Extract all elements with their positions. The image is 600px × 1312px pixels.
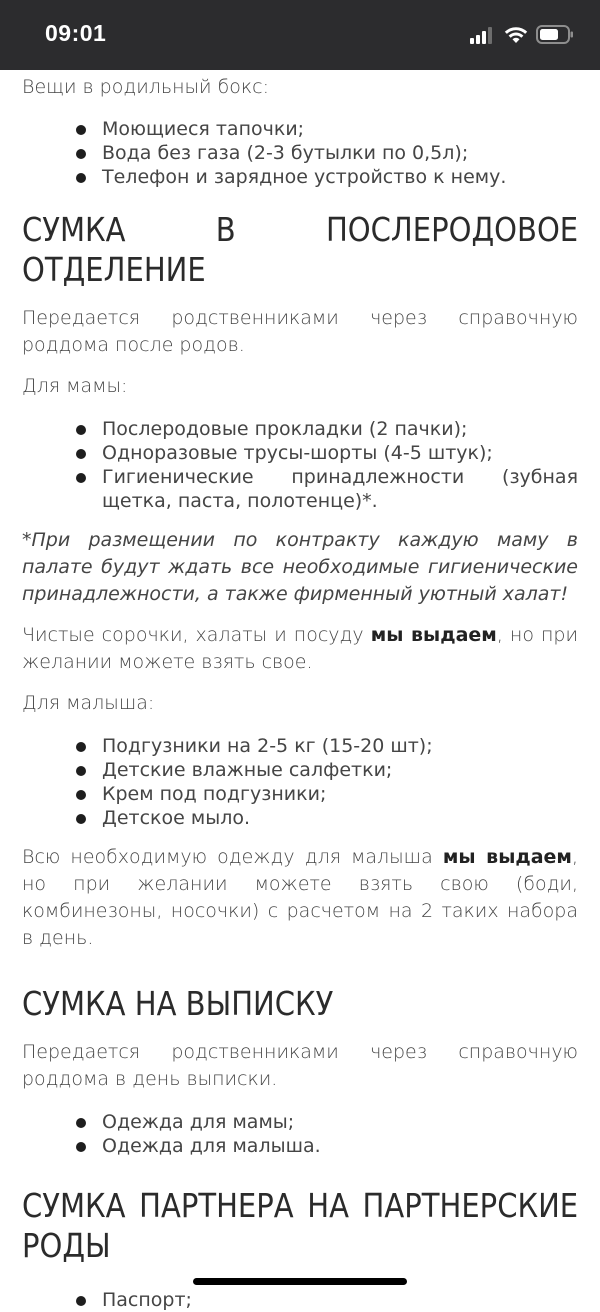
partner-list [22, 1288, 578, 1312]
mom-list [22, 417, 578, 513]
cellular-signal-icon [470, 26, 496, 44]
clothes-text: Всю необходимую одежду для малыша [22, 846, 443, 868]
shirts-text: Чистые сорочки, халаты и посуду [22, 624, 371, 646]
postpartum-paragraph: Передается родственниками через справочную роддома после родов. [22, 307, 578, 356]
wifi-icon [504, 26, 528, 44]
list-item: Крем под подгузники; [102, 782, 578, 806]
baby-list [22, 734, 578, 830]
list-item: Одежда для мамы; [102, 1110, 578, 1134]
home-indicator[interactable] [193, 1278, 407, 1285]
shirts-paragraph [22, 622, 578, 676]
status-icons [470, 25, 574, 44]
intro-list [22, 117, 578, 189]
battery-icon [536, 25, 574, 44]
contract-note: *При размещении по контракту каждую маму в палате будут ждать все необходимые гигиенические принадлежности, а также фирменный уютный халат! [22, 529, 578, 605]
list-item: Послеродовые прокладки (2 пачки); [102, 417, 578, 441]
clothes-text-end: , но при желании можете взять свою (боди, комбинезоны, носочки) с расчетом на 2 таких набора в день. [22, 846, 578, 949]
list-item: Подгузники на 2-5 кг (15-20 шт); [102, 734, 578, 758]
discharge-list [22, 1110, 578, 1158]
intro-text: Вещи в родильный бокс: [22, 76, 269, 98]
status-bar [0, 0, 600, 70]
clothes-bold: мы выдаем [442, 846, 572, 868]
mom-label: Для мамы: [22, 375, 128, 397]
list-item: Гигиенические принадлежности (зубная щетка, паста, полотенце)*. [102, 466, 578, 512]
article-body [0, 74, 600, 1312]
list-item: Паспорт; [102, 1288, 578, 1312]
status-time: 09:01 [45, 20, 107, 46]
section-heading-partner: СУМКА ПАРТНЕРА НА ПАРТНЕРСКИЕ РОДЫ [22, 1186, 579, 1265]
shirts-bold: мы выдаем [370, 624, 497, 646]
article-content[interactable] [0, 70, 600, 1311]
list-item: Детское мыло. [102, 806, 578, 830]
section-heading-discharge: СУМКА НА ВЫПИСКУ [22, 984, 334, 1023]
list-item: Моющиеся тапочки; [102, 117, 578, 141]
baby-label: Для малыша: [22, 692, 155, 714]
list-item: Детские влажные салфетки; [102, 758, 578, 782]
discharge-paragraph: Передается родственниками через справочную роддома в день выписки. [22, 1041, 578, 1090]
list-item: Телефон и зарядное устройство к нему. [102, 165, 578, 189]
clothes-paragraph [22, 844, 578, 952]
list-item: Вода без газа (2-3 бутылки по 0,5л); [102, 141, 578, 165]
section-heading-postpartum: СУМКА В ПОСЛЕРОДОВОЕ ОТДЕЛЕНИЕ [22, 210, 579, 289]
list-item: Одежда для малыша. [102, 1134, 578, 1158]
list-item: Одноразовые трусы-шорты (4-5 штук); [102, 441, 578, 465]
shirts-text-end: , но при желании можете взять свое. [22, 624, 578, 673]
